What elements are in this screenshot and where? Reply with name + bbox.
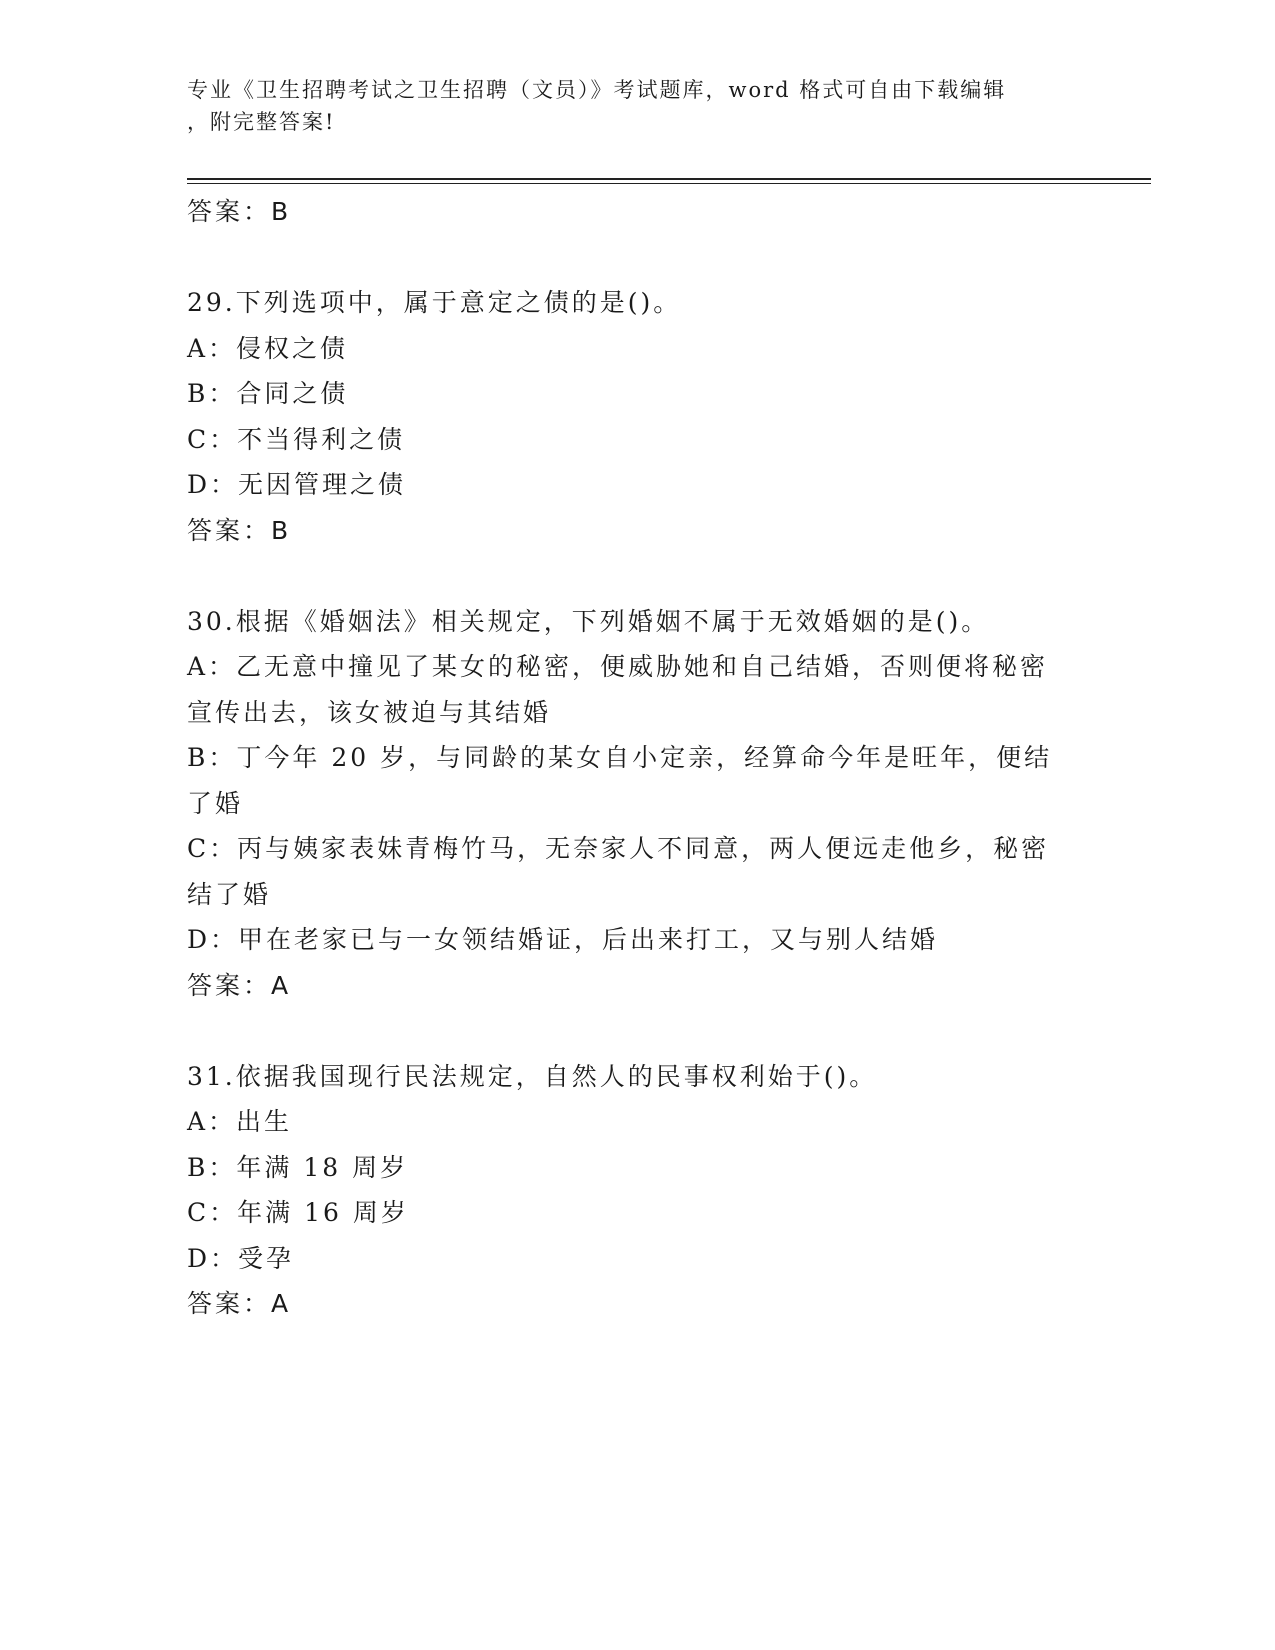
option-line: B：合同之债 <box>187 379 349 408</box>
question-answer: 答案：B <box>187 515 292 545</box>
spacer <box>187 1008 1087 1054</box>
option-line-continued: 了婚 <box>187 788 244 818</box>
option-line: C：年满 16 周岁 <box>187 1198 409 1227</box>
header-line-2: ，附完整答案! <box>187 110 336 134</box>
question-stem: 29.下列选项中，属于意定之债的是()。 <box>187 288 682 317</box>
spacer <box>187 235 1087 281</box>
option-line-continued: 结了婚 <box>187 879 272 909</box>
option-line: A：乙无意中撞见了某女的秘密，便威胁她和自己结婚，否则便将秘密 <box>187 652 1049 681</box>
header-divider-thin <box>187 183 1151 184</box>
question-answer: 答案：A <box>187 1289 292 1318</box>
option-line-continued: 宣传出去，该女被迫与其结婚 <box>187 697 552 727</box>
option-line: B：年满 18 周岁 <box>187 1152 409 1182</box>
option-line: A：侵权之债 <box>187 333 349 363</box>
option-line: B：丁今年 20 岁，与同龄的某女自小定亲，经算命今年是旺年，便结 <box>187 743 1053 772</box>
header-divider-thick <box>187 178 1151 180</box>
question-block <box>187 1054 1087 1327</box>
question-block <box>187 599 1087 1009</box>
question-stem: 31.依据我国现行民法规定，自然人的民事权利始于()。 <box>187 1061 878 1091</box>
question-block <box>187 280 1087 553</box>
question-stem: 30.根据《婚姻法》相关规定，下列婚姻不属于无效婚姻的是()。 <box>187 606 990 636</box>
option-line: C：丙与姨家表妹青梅竹马，无奈家人不同意，两人便远走他乡，秘密 <box>187 834 1050 863</box>
header-line-1: 专业《卫生招聘考试之卫生招聘（文员）》考试题库，word 格式可自由下载编辑 <box>187 78 1007 102</box>
spacer <box>187 553 1087 599</box>
page-header <box>187 74 1067 138</box>
option-line: C：不当得利之债 <box>187 424 406 454</box>
option-line: A：出生 <box>187 1107 293 1136</box>
question-content <box>187 189 1087 1327</box>
option-line: D：甲在老家已与一女领结婚证，后出来打工，又与别人结婚 <box>187 925 939 954</box>
option-line: D：无因管理之债 <box>187 470 407 499</box>
question-answer: 答案：A <box>187 970 292 1000</box>
option-line: D：受孕 <box>187 1243 295 1273</box>
previous-answer: 答案：B <box>187 197 292 226</box>
